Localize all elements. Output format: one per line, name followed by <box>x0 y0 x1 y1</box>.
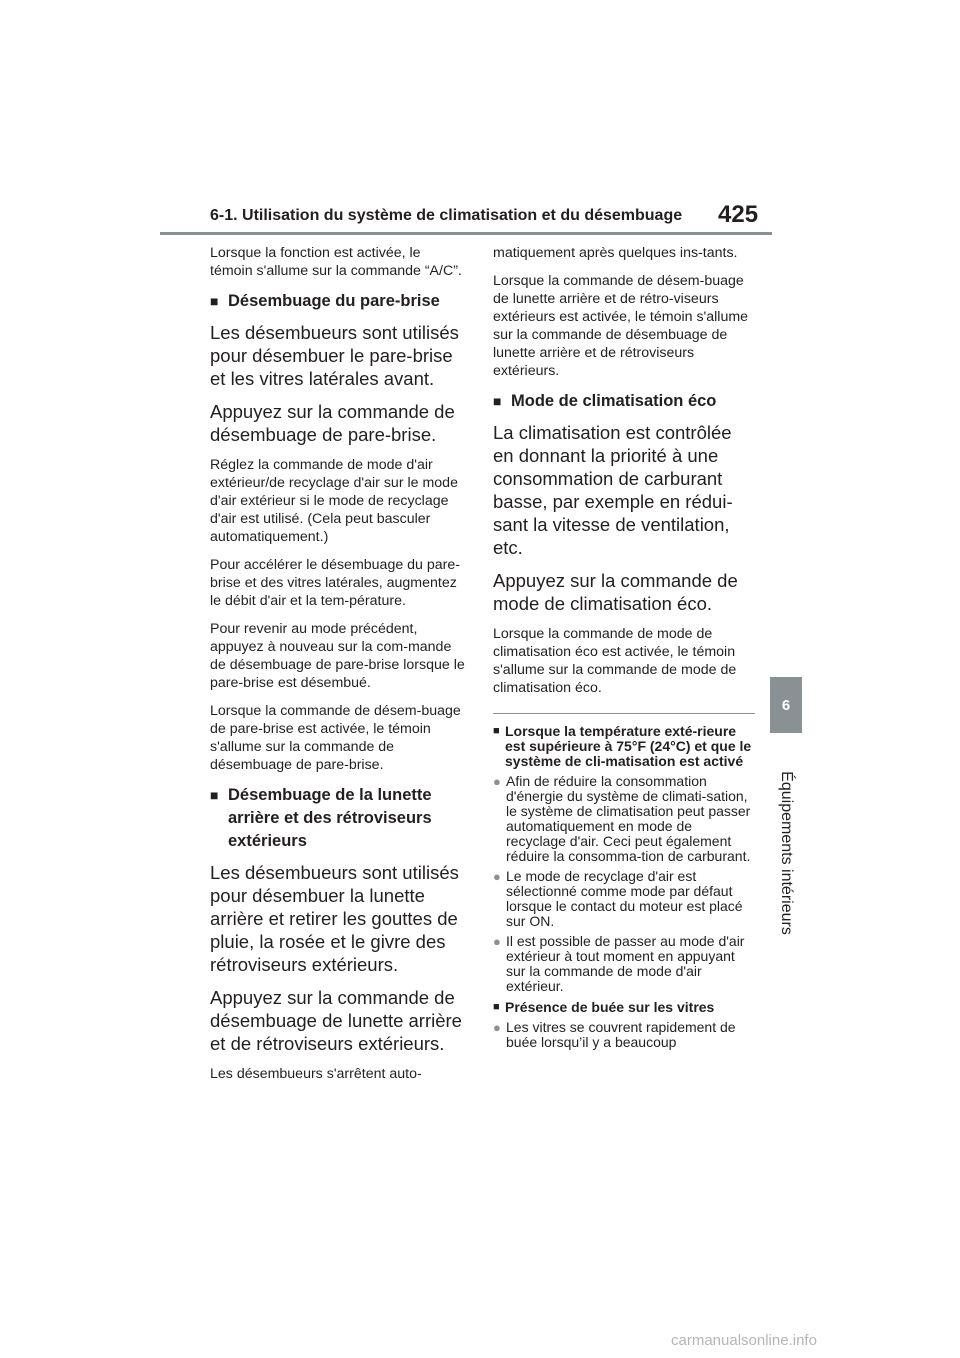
square-bullet-icon: ■ <box>493 725 500 737</box>
fog-note-heading: ■ Présence de buée sur les vitres <box>493 999 715 1015</box>
left-column <box>210 244 466 1093</box>
circle-bullet-icon: ● <box>493 774 501 789</box>
square-bullet-icon: ■ <box>493 1001 500 1013</box>
rear-note-start: Les désembueurs s'arrêtent auto- <box>210 1066 422 1082</box>
windshield-note-1: Réglez la commande de mode d'air extérieur/de recyclage d'air sur le mode d'air extérieur si le mode de recyclage d'air est utilisé. (Cela peut basculer automatiquement.) <box>210 457 458 545</box>
chapter-tab <box>770 677 802 733</box>
header-divider <box>160 232 772 235</box>
section-title: 6-1. Utilisation du système de climatisation et du désembuage <box>210 207 683 224</box>
circle-bullet-icon: ● <box>493 934 501 949</box>
rear-note-end: matiquement après quelques ins-tants. <box>493 245 738 261</box>
notes-divider <box>493 713 755 714</box>
eco-body-2: Appuyez sur la commande de mode de climatisation éco. <box>493 570 738 614</box>
list-item: ● Le mode de recyclage d'air est sélectionné comme mode par défaut lorsque le contact du moteur est placé sur ON. <box>493 868 743 929</box>
windshield-note-2: Pour accélérer le désembuage du pare-brise et des vitres latérales, augmentez le débit d'air et la tem-pérature. <box>210 557 461 609</box>
rear-body-2: Appuyez sur la commande de désembuage de lunette arrière et de rétroviseurs extérieurs. <box>210 987 462 1054</box>
temp-note-heading: ■ Lorsque la température exté-rieure est supérieure à 75°F (24°C) et que le système de cli-matisation est activé <box>493 723 752 769</box>
circle-bullet-icon: ● <box>493 1020 501 1035</box>
circle-bullet-icon: ● <box>493 869 501 884</box>
watermark: carmanualsonline.info <box>671 1332 817 1349</box>
windshield-body-2: Appuyez sur la commande de désembuage de pare-brise. <box>210 401 455 445</box>
rear-note-2: Lorsque la commande de désem-buage de lunette arrière et de rétro-viseurs extérieurs est activée, le témoin s'allume sur la commande de désembuage de lunette arrière et de rétroviseurs extérieurs. <box>493 273 749 379</box>
square-bullet-icon: ■ <box>210 293 219 309</box>
list-item: ● Les vitres se couvrent rapidement de buée lorsqu’il y a beaucoup <box>493 1019 736 1050</box>
page-number: 425 <box>718 201 759 228</box>
eco-note-1: Lorsque la commande de mode de climatisation éco est activée, le témoin s'allume sur la commande de mode de climatisation éco. <box>493 626 737 696</box>
windshield-body-1: Les désembueurs sont utilisés pour désembuer le pare-brise et les vitres latérales avant. <box>210 322 459 389</box>
rear-defogger-heading: ■ Désembuage de la lunette arrière et des rétroviseurs extérieurs <box>210 784 466 853</box>
eco-body-1: La climatisation est contrôlée en donnant la priorité à une consommation de carburant basse, par exemple en rédui-sant la vitesse de ventilation, etc. <box>493 422 733 558</box>
square-bullet-icon: ■ <box>210 787 219 803</box>
rear-body-1: Les désembueurs sont utilisés pour désembuer la lunette arrière et retirer les gouttes de pluie, la rosée et le givre des rétroviseurs extérieurs. <box>210 862 459 975</box>
windshield-note-3: Pour revenir au mode précédent, appuyez à nouveau sur la com-mande de désembuage de pare-brise lorsque le pare-brise est désembué. <box>210 621 465 691</box>
eco-heading: ■ Mode de climatisation éco <box>493 390 755 413</box>
square-bullet-icon: ■ <box>493 393 502 409</box>
windshield-note-4: Lorsque la commande de désem-buage de pare-brise est activée, le témoin s'allume sur la commande de désembuage de pare-brise. <box>210 703 461 773</box>
list-item: ● Il est possible de passer au mode d'air extérieur à tout moment en appuyant sur la commande de mode d'air extérieur. <box>493 933 745 994</box>
right-column <box>493 244 755 1055</box>
windshield-heading: ■ Désembuage du pare-brise <box>210 290 466 313</box>
list-item: ● Afin de réduire la consommation d'énergie du système de climati-sation, le système de climatisation peut passer automatiquement en mode de recyclage d'air. Ceci peut également réduire la consomma-tion de carburant. <box>493 773 751 864</box>
chapter-label: Équipements intérieurs <box>778 771 795 935</box>
chapter-number: 6 <box>781 696 791 714</box>
intro-note: Lorsque la fonction est activée, le témoin s'allume sur la commande “A/C”. <box>210 245 462 279</box>
